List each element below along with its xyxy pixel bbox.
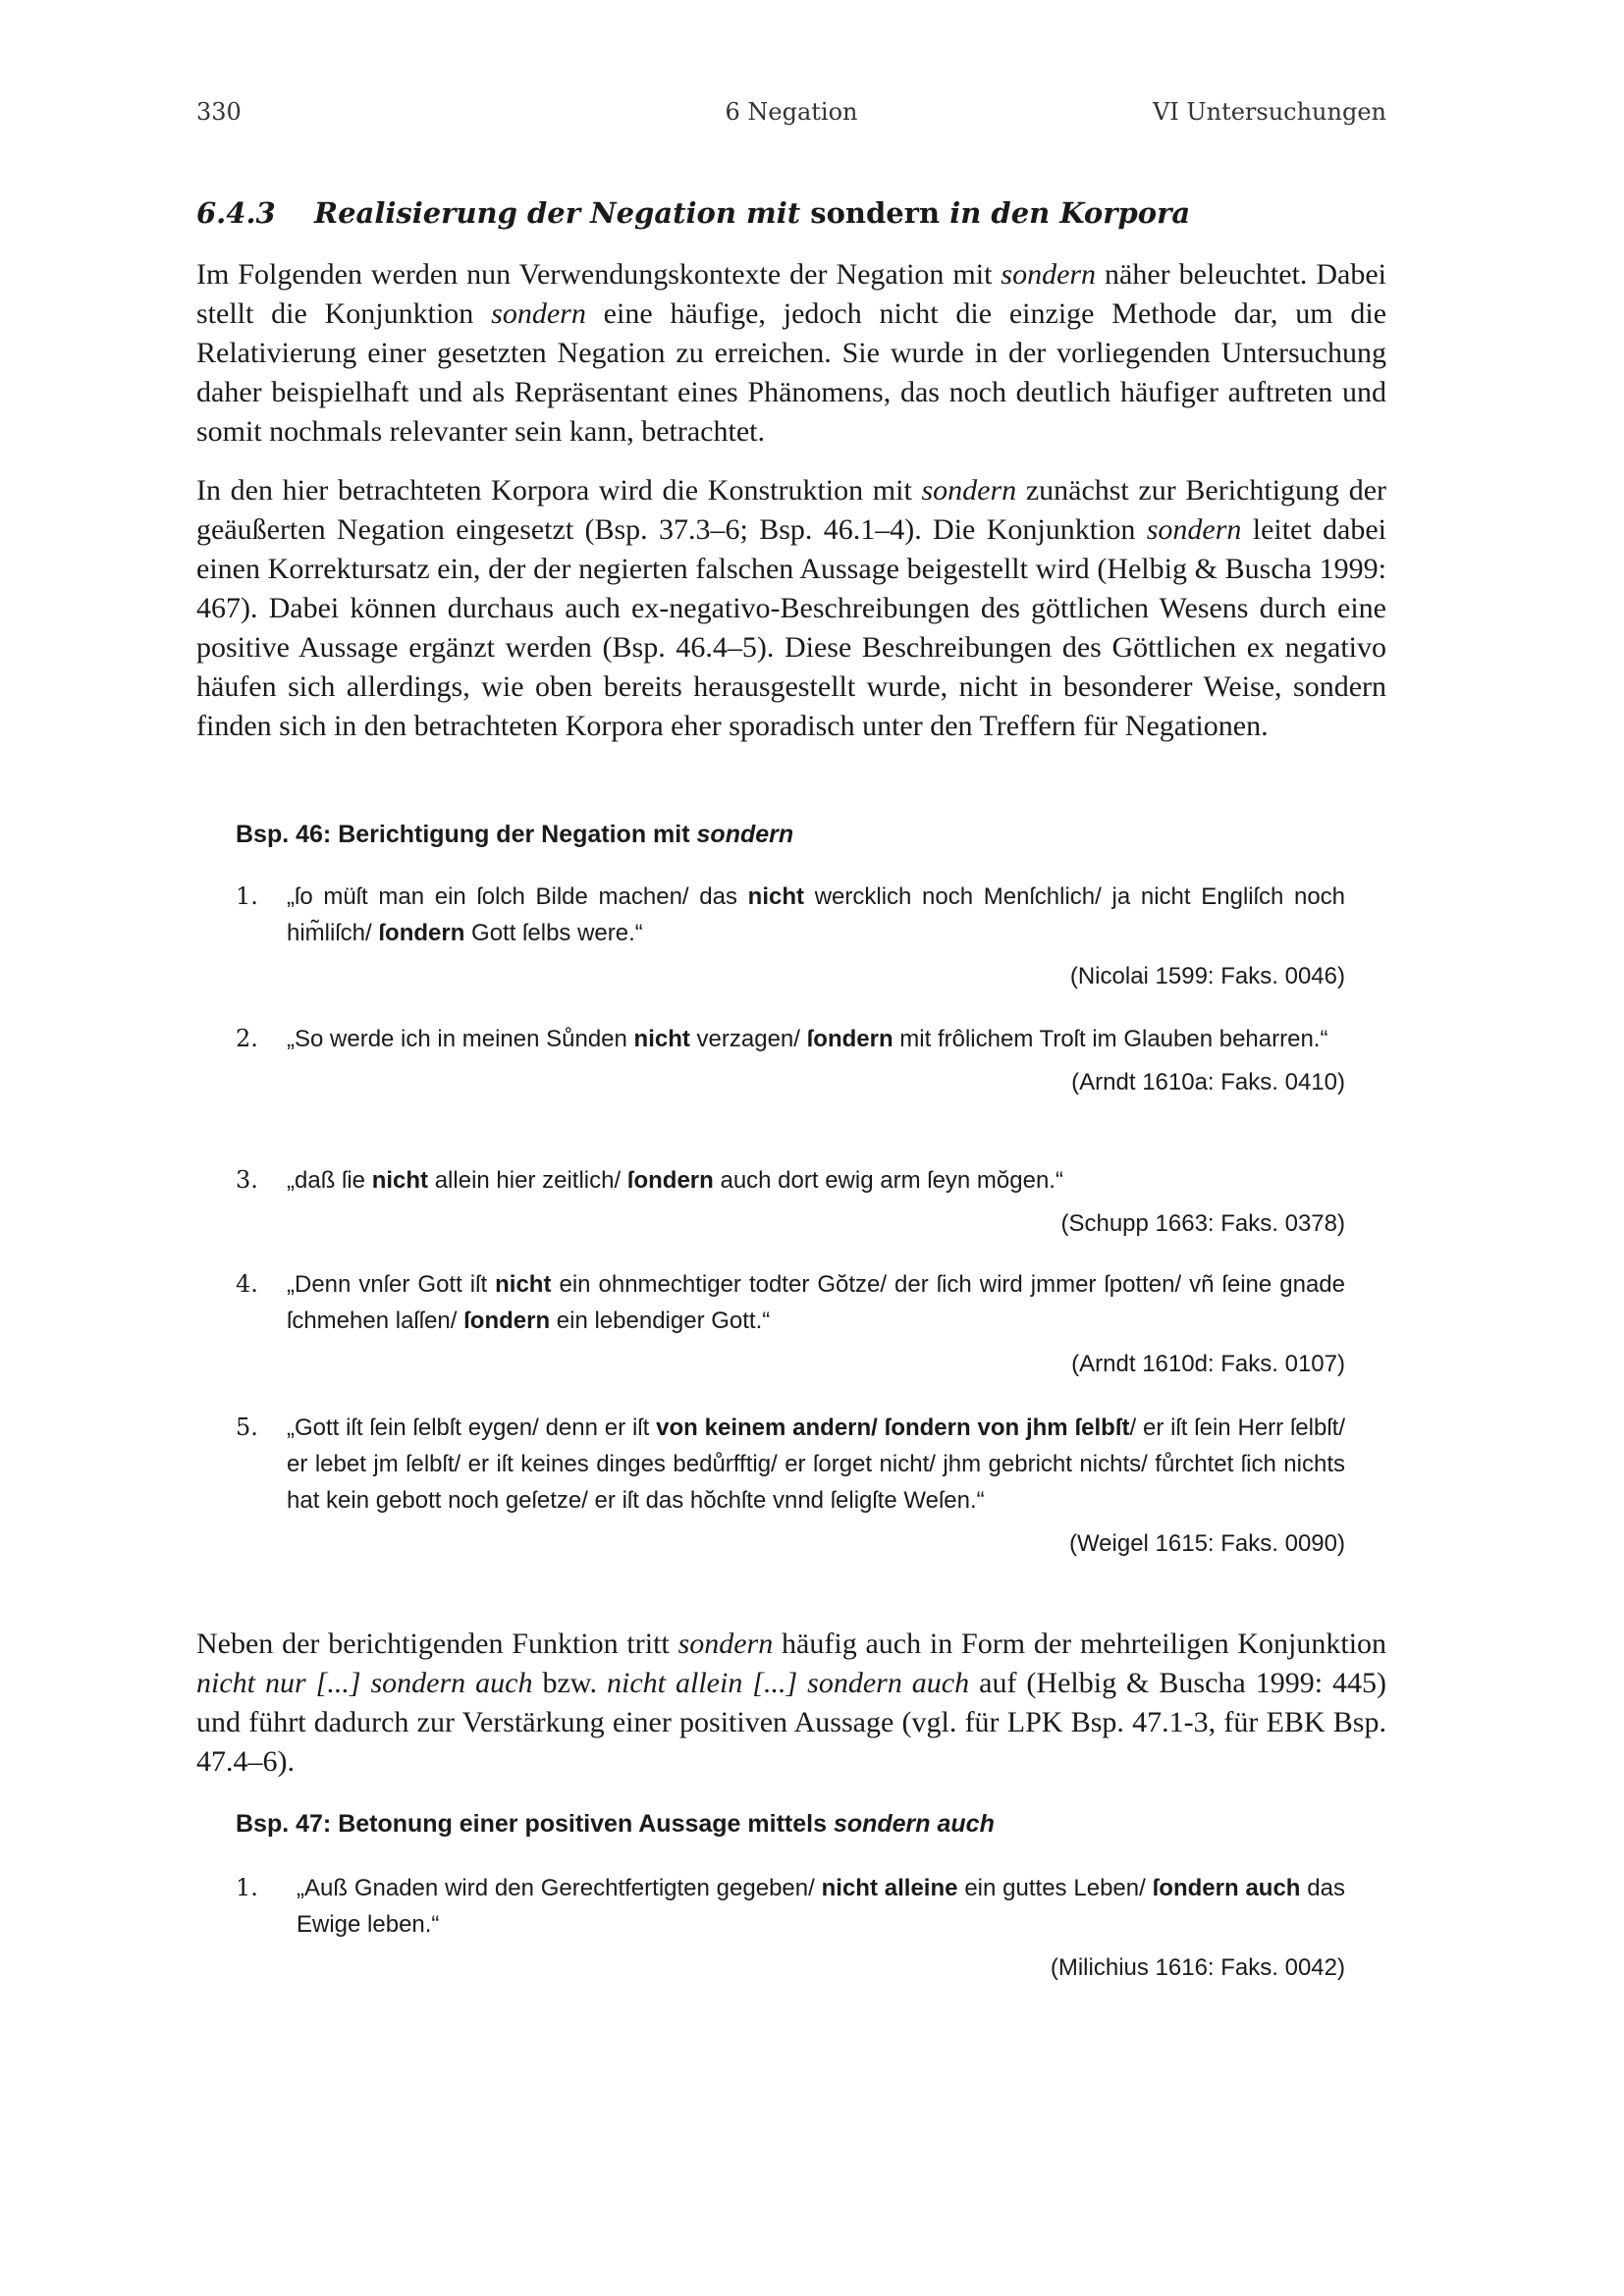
quote-bold: nicht alleine [821, 1875, 958, 1901]
section-title-part1: Realisierung der Negation mit [314, 196, 801, 230]
text-run: leitet dabei einen Korrektursatz ein, der der negierten falschen Aussage beigestellt wird (Helbig & Buscha 1999: 467). Dabei können durchaus auch ex-negativo-Beschreibungen des göttlichen Wesens durch eine positive Aussage ergänzt werden (Bsp. 46.4–5). Diese Beschreibungen des Göttlichen ex negativo häufen sich allerdings, wie oben bereits herausgestellt wurde, nicht in besonderer Weise, sondern finden sich in den betrachteten Korpora eher sporadisch unter den Treffern für Negationen. [196, 513, 1387, 742]
example-source: (Schupp 1663: Faks. 0378) [1060, 1210, 1345, 1237]
example-number: 2. [236, 1025, 258, 1052]
text-run: bzw. [542, 1667, 598, 1699]
quote-bold: von keinem andern/ ſondern von jhm ſelbſt [656, 1415, 1130, 1441]
example-source: (Arndt 1610a: Faks. 0410) [1071, 1069, 1345, 1095]
quote-bold: nicht [371, 1167, 429, 1194]
part-title: VI Untersuchungen [1152, 98, 1386, 126]
quote-bold: ſondern [806, 1026, 893, 1052]
example-item [236, 1021, 1345, 1102]
emphasis: sondern [1146, 513, 1242, 546]
text-run: häufig auch in Form der mehrteiligen Konjunktion [782, 1628, 1387, 1660]
quote-run: „So werde ich in meinen Sůnden [287, 1026, 627, 1052]
text-run: In den hier betrachteten Korpora wird die Konstruktion mit [196, 474, 912, 507]
example-quote [287, 1162, 1345, 1199]
quote-bold: ſondern [378, 920, 465, 946]
quote-run: ein ohnmechtiger todter Gŏtze/ der ſich wird jmmer ſpotten/ vñ ſeine gnade ſchmehen laſſen/ [287, 1271, 1345, 1334]
quote-run: mit frôlichem Troſt im Glauben beharren.“ [899, 1026, 1328, 1052]
text-run: näher beleuchtet. Dabei stellt die Konjunktion [196, 258, 1387, 330]
example-number: 4. [236, 1270, 258, 1298]
example-quote [287, 879, 1345, 951]
emphasis: sondern [491, 297, 586, 330]
text-run: auf (Helbig & Buscha 1999: 445) und führt dadurch zur Verstärkung einer positiven Aussage (vgl. für LPK Bsp. 47.1-3, für EBK Bsp. 47.4–6). [196, 1667, 1387, 1778]
quote-run: / er iſt ſein Herr ſelbſt/ er lebet jm ſelbſt/ er iſt keines dinges bedůrfftig/ er ſorget nicht/ jhm gebricht nichts/ fůrchtet ſich nichts hat kein gebott noch geſetze/ er iſt das hŏchſte vnnd ſeligſte Weſen.“ [287, 1415, 1346, 1514]
example-item [236, 1162, 1345, 1244]
example-47-caption [236, 1810, 995, 1839]
quote-bold: ſondern [463, 1308, 551, 1334]
emphasis: sondern [677, 1628, 774, 1660]
quote-bold: ſondern [626, 1167, 714, 1194]
running-header [196, 98, 1386, 133]
quote-run: auch dort ewig arm ſeyn mŏgen.“ [720, 1167, 1063, 1194]
section-number: 6.4.3 [196, 196, 276, 230]
quote-run: „ſo müſt man ein ſolch Bilde machen/ das [287, 883, 737, 910]
quote-run: das Ewige leben.“ [297, 1875, 1345, 1938]
text-run: zunächst zur Berichtigung der geäußerten Negation eingesetzt (Bsp. 37.3–6; Bsp. 46.1–4). Die Konjunktion [196, 474, 1387, 546]
quote-run: „daß ſie [287, 1167, 366, 1194]
chapter-title: 6 Negation [725, 98, 858, 126]
page-number: 330 [196, 98, 242, 126]
quote-bold: nicht [633, 1026, 690, 1052]
emphasis: sondern [1001, 258, 1097, 291]
quote-run: „Auß Gnaden wird den Gerechtfertigten gegeben/ [297, 1875, 815, 1901]
quote-run: wercklich noch Menſchlich/ ja nicht Engliſch noch him̃liſch/ [287, 883, 1346, 946]
example-quote [287, 1266, 1345, 1339]
quote-run: ein lebendiger Gott.“ [556, 1308, 771, 1334]
emphasis: nicht allein [...] sondern auch [607, 1667, 970, 1699]
example-item [236, 1266, 1345, 1384]
example-quote [287, 1021, 1345, 1057]
text-run: eine häufige, jedoch nicht die einzige Methode dar, um die Relativierung einer gesetzten Negation zu erreichen. Sie wurde in der vorliegenden Untersuchung daher beispielhaft und als Repräsentant eines Phänomens, das noch deutlich häufiger auftreten und somit nochmals relevanter sein kann, betrachtet. [196, 297, 1387, 448]
quote-bold: nicht [495, 1271, 552, 1298]
paragraph-3 [196, 1625, 1386, 1782]
example-46-caption [236, 821, 793, 849]
text-run: Neben der berichtigenden Funktion tritt [196, 1628, 670, 1660]
quote-run: Gott ſelbs were.“ [471, 920, 643, 946]
paragraph-2 [196, 471, 1386, 746]
example-quote [287, 1410, 1345, 1519]
emphasis: nicht nur [...] sondern auch [196, 1667, 533, 1699]
paragraph-1 [196, 255, 1386, 452]
example-item [236, 1410, 1345, 1564]
example-source: (Weigel 1615: Faks. 0090) [1068, 1530, 1345, 1557]
quote-run: ein guttes Leben/ [964, 1875, 1146, 1901]
quote-run: verzagen/ [696, 1026, 800, 1052]
quote-run: allein hier zeitlich/ [434, 1167, 622, 1194]
example-number: 3. [236, 1166, 258, 1194]
text-run: Im Folgenden werden nun Verwendungskontexte der Negation mit [196, 258, 993, 291]
caption-emphasis: sondern auch [833, 1810, 995, 1838]
quote-bold: ſondern auch [1152, 1875, 1301, 1901]
example-source: (Milichius 1616: Faks. 0042) [1050, 1954, 1345, 1981]
quote-bold: nicht [747, 883, 804, 910]
quote-run: „Gott iſt ſein ſelbſt eygen/ denn er iſt [287, 1415, 650, 1441]
example-source: (Arndt 1610d: Faks. 0107) [1071, 1351, 1345, 1377]
caption-emphasis: sondern [696, 821, 794, 848]
example-number: 1. [236, 882, 258, 910]
example-source: (Nicolai 1599: Faks. 0046) [1069, 963, 1345, 989]
example-item [236, 879, 1345, 996]
example-number: 1. [236, 1874, 258, 1901]
caption-text: Bsp. 47: Betonung einer positiven Aussage mittels [236, 1810, 827, 1838]
section-title-keyword: sondern [810, 196, 941, 230]
emphasis: sondern [921, 474, 1017, 507]
section-title-part2: in den Korpora [949, 196, 1191, 230]
example-number: 5. [236, 1414, 258, 1441]
quote-run: „Denn vnſer Gott iſt [287, 1271, 488, 1298]
caption-text: Bsp. 46: Berichtigung der Negation mit [236, 821, 690, 848]
section-heading [196, 196, 1386, 230]
example-item [236, 1870, 1345, 1988]
example-quote [297, 1870, 1345, 1943]
